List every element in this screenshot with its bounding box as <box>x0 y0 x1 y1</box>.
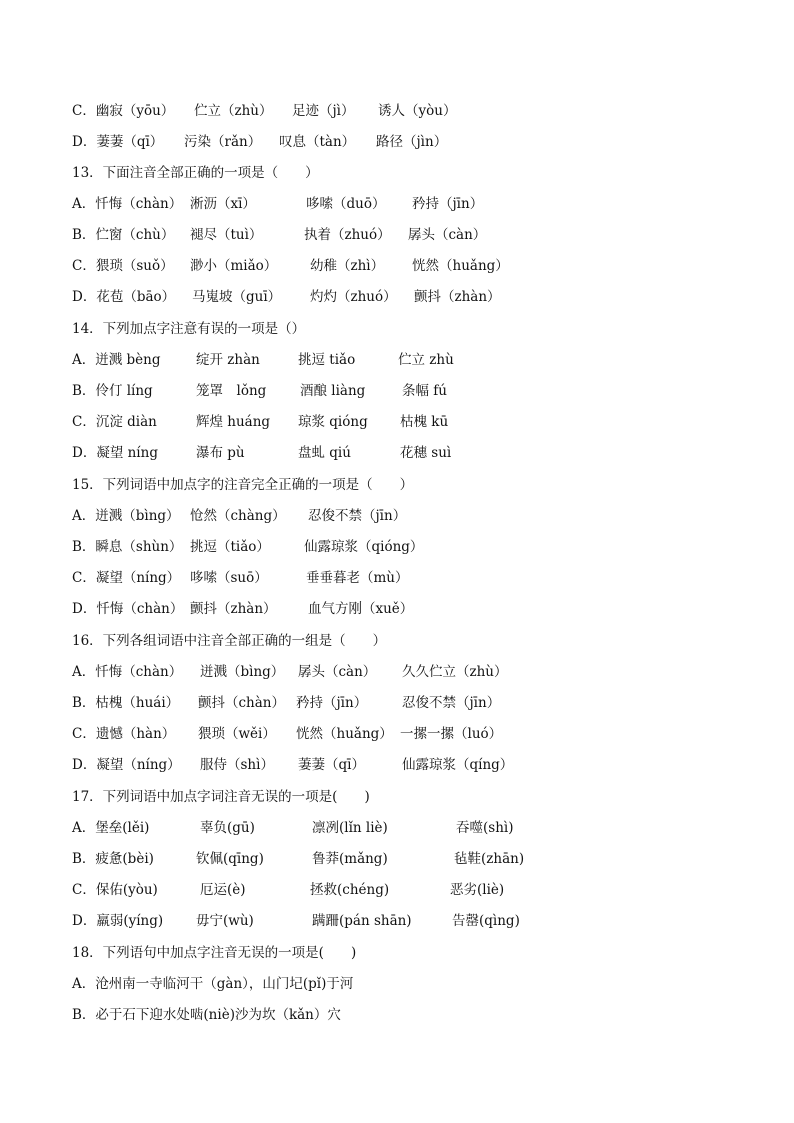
text-cell: 矜持（jīn） <box>412 196 484 212</box>
text-cell: 枯槐 kū <box>400 414 449 430</box>
text-cell: 路径（jìn） <box>376 134 448 150</box>
text-cell: 挑逗（tiǎo） <box>190 539 270 555</box>
text-cell: 厄运(è) <box>200 882 246 898</box>
text-cell: 13．下面注音全部正确的一项是（ ） <box>72 165 319 181</box>
text-cell: 琼浆 qióng <box>298 414 368 430</box>
text-cell: 颤抖（chàn） <box>198 695 285 711</box>
text-cell: D．忏悔（chàn） <box>72 601 184 617</box>
text-cell: A．沧州南一寺临河干（gàn），山门圮(pǐ)于河 <box>72 976 354 992</box>
text-cell: 仙露琼浆（qióng） <box>304 539 424 555</box>
text-cell: 污染（rǎn） <box>184 134 262 150</box>
text-cell: A．堡垒(lěi) <box>72 820 150 836</box>
text-cell: 服侍（shì） <box>200 757 274 773</box>
text-cell: 拯救(chéng) <box>310 882 390 898</box>
text-cell: B．瞬息（shùn） <box>72 539 183 555</box>
text-cell: 执着（zhuó） <box>304 227 391 243</box>
text-cell: 告罄(qìng) <box>452 913 520 929</box>
text-cell: 钦佩(qīng) <box>196 851 264 867</box>
text-cell: A．迸溅 bèng <box>72 352 161 368</box>
text-cell: D．花苞（bāo） <box>72 289 176 305</box>
text-cell: 怆然（chàng） <box>190 508 286 524</box>
text-cell: 马嵬坡（guī） <box>192 289 282 305</box>
text-cell: B．伫窗（chù） <box>72 227 175 243</box>
text-cell: 凛冽(lǐn liè) <box>312 820 388 836</box>
text-cell: 忍俊不禁（jīn） <box>308 508 407 524</box>
text-cell: 绽开 zhàn <box>196 352 260 368</box>
text-cell: 16．下列各组词语中注音全部正确的一组是（ ） <box>72 633 387 649</box>
text-cell: 伫立 zhù <box>398 352 454 368</box>
text-cell: 毋宁(wù) <box>196 913 254 929</box>
text-cell: 足迹（jì） <box>292 103 355 119</box>
text-cell: 迸溅（bìng） <box>200 664 285 680</box>
text-cell: 条幅 fú <box>402 383 447 399</box>
text-cell: 恍然（huǎng） <box>296 726 393 742</box>
text-cell: 笼罩 lǒng <box>196 383 267 399</box>
text-cell: B．疲惫(bèi) <box>72 851 154 867</box>
text-cell: B．必于石下迎水处啮(niè)沙为坎（kǎn）穴 <box>72 1007 341 1023</box>
text-cell: D．凝望 níng <box>72 445 158 461</box>
text-cell: 孱头（càn） <box>408 227 487 243</box>
text-cell: 花穗 suì <box>400 445 452 461</box>
text-cell: 17．下列词语中加点字词注音无误的一项是( ) <box>72 789 370 805</box>
text-cell: 鲁莽(mǎng) <box>312 851 388 867</box>
text-cell: 瀑布 pù <box>196 445 245 461</box>
text-cell: 仙露琼浆（qíng） <box>402 757 514 773</box>
text-cell: 褪尽（tuì） <box>190 227 263 243</box>
text-cell: A．迸溅（bìng） <box>72 508 180 524</box>
text-cell: 哆嗦（suō） <box>190 570 268 586</box>
text-cell: 哆嗦（duō） <box>306 196 386 212</box>
text-cell: 久久伫立（zhù） <box>402 664 508 680</box>
text-cell: 诱人（yòu） <box>378 103 457 119</box>
text-cell: C．遗憾（hàn） <box>72 726 176 742</box>
text-cell: 垂垂暮老（mù） <box>306 570 409 586</box>
text-cell: 辉煌 huáng <box>196 414 271 430</box>
text-cell: 叹息（tàn） <box>279 134 356 150</box>
text-cell: D．羸弱(yíng) <box>72 913 164 929</box>
text-cell: C．保佑(yòu) <box>72 882 158 898</box>
text-cell: 吞噬(shì) <box>456 820 514 836</box>
text-cell: 幼稚（zhì） <box>310 258 385 274</box>
text-cell: 灼灼（zhuó） <box>310 289 397 305</box>
text-cell: 酒酿 liàng <box>300 383 366 399</box>
text-cell: 孱头（càn） <box>298 664 377 680</box>
text-cell: 猥琐（wěi） <box>198 726 276 742</box>
text-cell: 蹒跚(pán shān) <box>312 913 412 929</box>
text-cell: B．枯槐（huái） <box>72 695 180 711</box>
text-cell: 颤抖（zhàn） <box>190 601 277 617</box>
text-cell: 淅沥（xī） <box>190 196 256 212</box>
text-cell: 血气方刚（xuě） <box>308 601 414 617</box>
text-cell: 15．下列词语中加点字的注音完全正确的一项是（ ） <box>72 477 414 493</box>
text-cell: 14．下列加点字注意有误的一项是（） <box>72 321 306 337</box>
text-cell: 恍然（huǎng） <box>412 258 509 274</box>
text-cell: 忍俊不禁（jīn） <box>402 695 501 711</box>
text-cell: B．伶仃 líng <box>72 383 153 399</box>
text-cell: 一摞一摞（luó） <box>400 726 503 742</box>
text-cell: A．忏悔（chàn） <box>72 664 183 680</box>
text-cell: 18．下列语句中加点字注音无误的一项是( ) <box>72 945 357 961</box>
text-cell: 矜持（jīn） <box>296 695 368 711</box>
text-cell: 恶劣(liè) <box>450 882 505 898</box>
text-cell: C．沉淀 diàn <box>72 414 157 430</box>
text-cell: 盘虬 qiú <box>298 445 351 461</box>
text-cell: A．忏悔（chàn） <box>72 196 183 212</box>
text-cell: C．凝望（níng） <box>72 570 181 586</box>
text-cell: C．猥琐（suǒ） <box>72 258 174 274</box>
text-cell: C．幽寂（yōu） <box>72 103 175 119</box>
text-cell: 辜负(gū) <box>200 820 255 836</box>
text-cell: 伫立（zhù） <box>194 103 273 119</box>
text-cell: 萋萋（qī） <box>298 757 365 773</box>
text-cell: D．萋萋（qī） <box>72 134 164 150</box>
text-cell: 颤抖（zhàn） <box>414 289 501 305</box>
text-cell: D．凝望（níng） <box>72 757 181 773</box>
text-cell: 挑逗 tiǎo <box>298 352 356 368</box>
text-cell: 渺小（miǎo） <box>190 258 278 274</box>
text-cell: 毡鞋(zhān) <box>454 851 525 867</box>
